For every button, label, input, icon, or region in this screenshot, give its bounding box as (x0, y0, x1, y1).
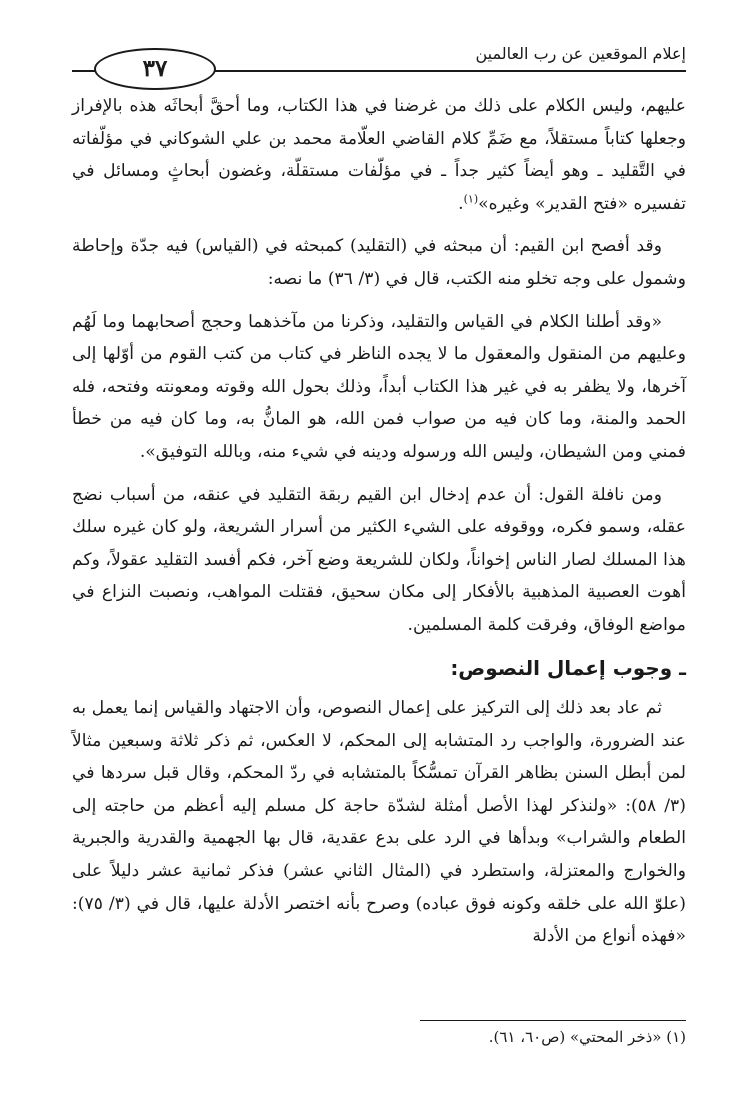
paragraph: وقد أفصح ابن القيم: أن مبحثه في (التقليد) كمبحثه في (القياس) فيه جدّة وإحاطة وشمول على وجه تخلو منه الكتب، قال في (٣/ ٣٦) ما نصه: (72, 236, 686, 289)
page-number: ٣٧ (94, 48, 216, 90)
section-heading: ـ وجوب إعمال النصوص: (450, 655, 686, 680)
paragraph: ثم عاد بعد ذلك إلى التركيز على إعمال النصوص، وأن الاجتهاد والقياس إنما يعمل به عند الضرورة، والواجب رد المتشابه إلى المحكم، لا العكس، ثم ذكر ثلاثة وسبعين مثالاً لمن أبطل السنن بظاهر القرآن تمسُّكاً بالمتشابه في ردّ المحكم، وقال قبل سردها في (٣/ ٥٨): «ولنذكر لهذا الأصل أمثلة لشدّة حاجة كل مسلم إليه أعظم من حاجته إلى الطعام والشراب» وبدأها في الرد على بدع عقدية، قال بها الجهمية والقدرية والجبرية والخوارج والمعتزلة، واستطرد في (المثال الثاني عشر) فذكر ثمانية عشر دليلاً على (علوّ الله على خلقه وكونه فوق عباده) وصرح بأنه اختصر الأدلة عليها، قال في (٣/ ٧٥): «فهذه أنواع من الأدلة (72, 698, 686, 947)
footnote-rule (420, 1020, 686, 1021)
footnote-reference: (١) (463, 192, 479, 206)
page-header (72, 42, 686, 82)
paragraph (72, 90, 686, 220)
footnote: (١) «ذخر المحتي» (ص٦٠، ٦١). (488, 1028, 686, 1046)
quote-paragraph: «وقد أطلنا الكلام في القياس والتقليد، وذكرنا من مآخذهما وحجج أصحابهما وما لَهُم وعليهم من المنقول والمعقول ما لا يجده الناظر في كتاب من كتب القوم من أوّلها إلى آخرها، ولا يظفر به في غير هذا الكتاب أبداً، وذلك بحول الله وقوته ومعونته وفتحه، فله الحمد والمنة، وما كان فيه من صواب فمن الله، هو المانُّ به، وما كان فيه من خطأ فمني ومن الشيطان، وليس الله ورسوله ودينه في شيء منه، وبالله التوفيق». (72, 311, 686, 462)
paragraph-text: عليهم، وليس الكلام على ذلك من غرضنا في هذا الكتاب، وما أحقَّ أبحاثَه هذه بالإفراز وجعلها كتاباً مستقلاً، مع ضَمِّ كلام القاضي العلّامة محمد بن علي الشوكاني في مؤلّفاته في التَّقليد ـ وهو أيضاً كثير جداً ـ في مؤلّفات مستقلّة، وغضون أبحاثٍ ومسائل في تفسيره «فتح القدير» وغيره» (72, 96, 686, 214)
running-title: إعلام الموقعين عن رب العالمين (475, 44, 686, 63)
paragraph: ومن نافلة القول: أن عدم إدخال ابن القيم ربقة التقليد في عنقه، من أسباب نضج عقله، وسمو فكره، ووقوفه على الشيء الكثير من أسرار الشريعة، ولو كان غيره سلك هذا المسلك لصار الناس إخواناً، ولكان للشريعة وضع آخر، فكم أفسد التقليد عقولاً، وكم أهوت العصبية المذهبية بالأفكار إلى مكان سحيق، فقتلت المواهب، ونصبت النزاع في مواضع الوفاق، وفرقت كلمة المسلمين. (72, 484, 686, 635)
page-body (72, 90, 686, 963)
paragraph-end: . (458, 193, 464, 214)
